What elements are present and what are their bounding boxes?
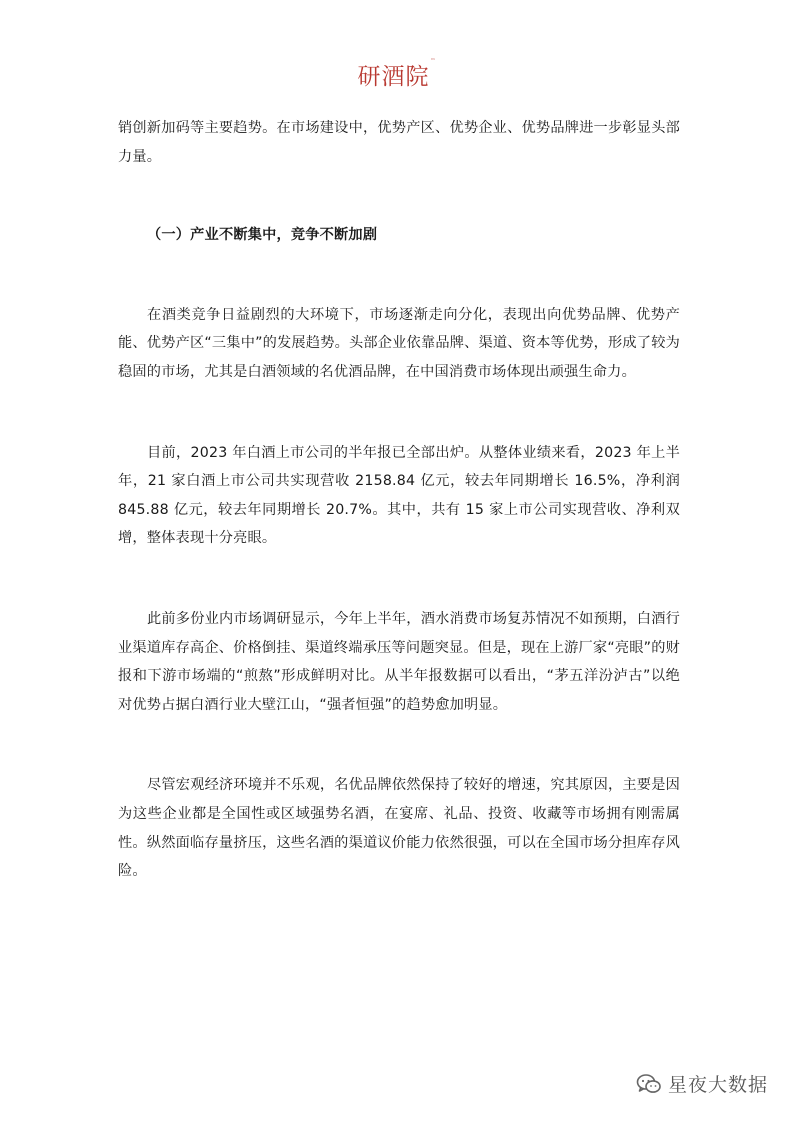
section-heading: （一）产业不断集中，竞争不断加剧	[147, 227, 378, 244]
wechat-icon	[636, 1073, 662, 1095]
paragraph-1: 在酒类竞争日益剧烈的大环境下，市场逐渐走向分化，表现出向优势品牌、优势产能、优势产区“三集中”的发展趋势。头部企业依靠品牌、渠道、资本等优势，形成了较为稳固的市场，尤其是白酒领域的名优酒品牌，在中国消费市场体现出顽强生命力。	[118, 306, 680, 380]
paragraph-0: 销创新加码等主要趋势。在市场建设中，优势产区、优势企业、优势品牌进一步彰显头部力量。	[118, 120, 680, 165]
logo-title: 研酒院	[357, 64, 430, 90]
paragraph-4: 尽管宏观经济环境并不乐观，名优品牌依然保持了较好的增速，究其原因，主要是因为这些企业都是全国性或区域强势名酒，在宴席、礼品、投资、收藏等市场拥有刚需属性。纵然面临存量挤压，这些名酒的渠道议价能力依然很强，可以在全国市场分担库存风险。	[118, 777, 680, 880]
paragraph-3: 此前多份业内市场调研显示，今年上半年，酒水消费市场复苏情况不如预期，白酒行业渠道库存高企、价格倒挂、渠道终端承压等问题突显。但是，现在上游厂家“亮眼”的财报和下游市场端的“煎熬”形成鲜明对比。从半年报数据可以看出，“茅五洋汾泸古”以绝对优势占据白酒行业大壁江山，“强者恒强”的趋势愈加明显。	[118, 610, 680, 713]
watermark-text: 星夜大数据	[668, 1074, 769, 1096]
brand-logo	[0, 58, 793, 91]
paragraph-2: 目前，2023 年白酒上市公司的半年报已全部出炉。从整体业绩来看，2023 年上半年，21 家白酒上市公司共实现营收 2158.84 亿元，较去年同期增长 16.5%，净利润 845.88 亿元，较去年同期增长 20.7%。其中，共有 15 家上市公司实现营收、净利双增，整体表现十分亮眼。	[118, 444, 680, 547]
document-body	[118, 114, 680, 886]
logo-trademark: ™	[430, 58, 436, 64]
watermark	[636, 1070, 768, 1097]
